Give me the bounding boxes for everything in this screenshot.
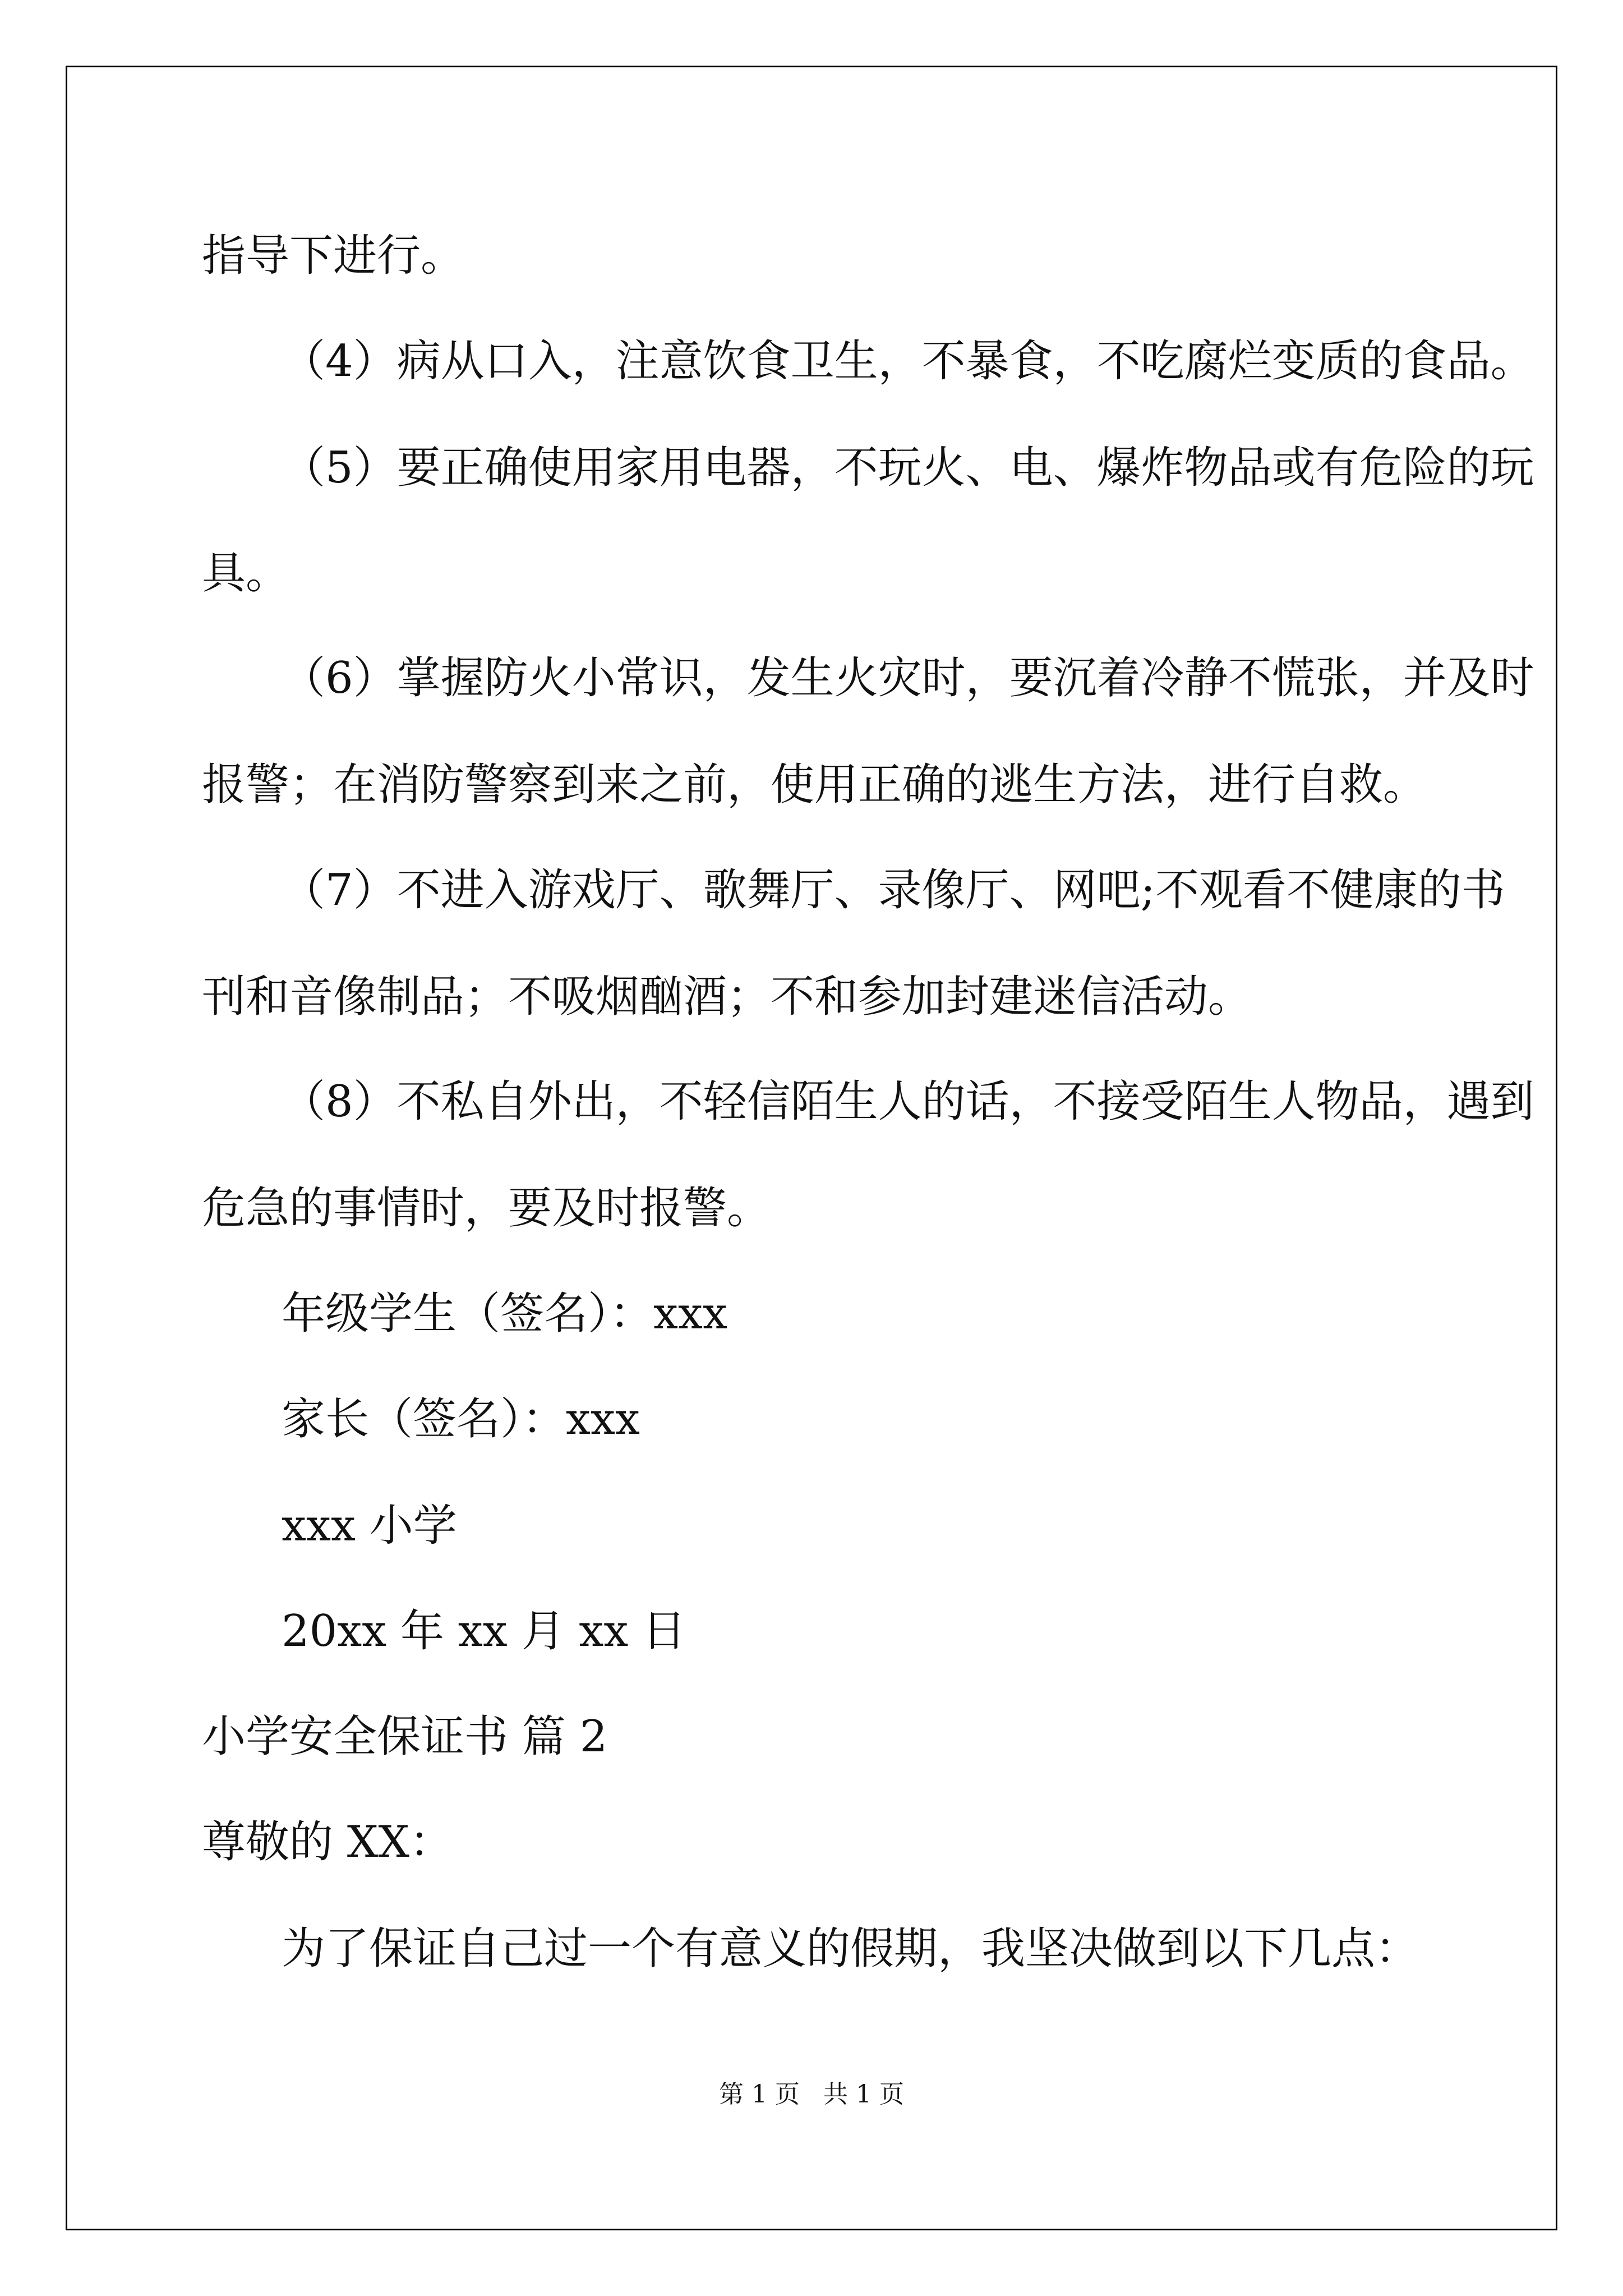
salutation: 尊敬的 XX： <box>202 1817 453 1867</box>
signature-student: 年级学生（签名）：xxx <box>282 1289 727 1339</box>
text-line-8: 刊和音像制品；不吸烟酗酒；不和参加封建迷信活动。 <box>202 972 1252 1022</box>
text-line-5: （6）掌握防火小常识，发生火灾时，要沉着冷静不慌张，并及时 <box>282 653 1534 703</box>
text-line-6: 报警；在消防警察到来之前，使用正确的逃生方法，进行自救。 <box>202 760 1427 810</box>
section-heading: 小学安全保证书 篇 2 <box>202 1711 608 1762</box>
signature-parent: 家长（签名）：xxx <box>282 1394 640 1444</box>
text-line-1: 指导下进行。 <box>202 231 465 281</box>
page-footer: 第 1 页 共 1 页 <box>719 2080 904 2109</box>
text-line-7: （7）不进入游戏厅、歌舞厅、录像厅、网吧;不观看不健康的书 <box>282 865 1505 915</box>
text-line-4: 具。 <box>202 548 290 599</box>
date-line: 20xx 年 xx 月 xx 日 <box>282 1606 686 1657</box>
text-line-2: （4）病从口入，注意饮食卫生，不暴食，不吃腐烂变质的食品。 <box>282 336 1534 386</box>
page-border <box>66 66 1557 2230</box>
text-line-10: 危急的事情时，要及时报警。 <box>202 1183 771 1234</box>
text-line-17: 为了保证自己过一个有意义的假期，我坚决做到以下几点： <box>282 1924 1419 1974</box>
text-line-9: （8）不私自外出，不轻信陌生人的话，不接受陌生人物品，遇到 <box>282 1076 1534 1127</box>
text-line-3: （5）要正确使用家用电器，不玩火、电、爆炸物品或有危险的玩 <box>282 443 1534 493</box>
school-name: xxx 小学 <box>282 1501 457 1551</box>
